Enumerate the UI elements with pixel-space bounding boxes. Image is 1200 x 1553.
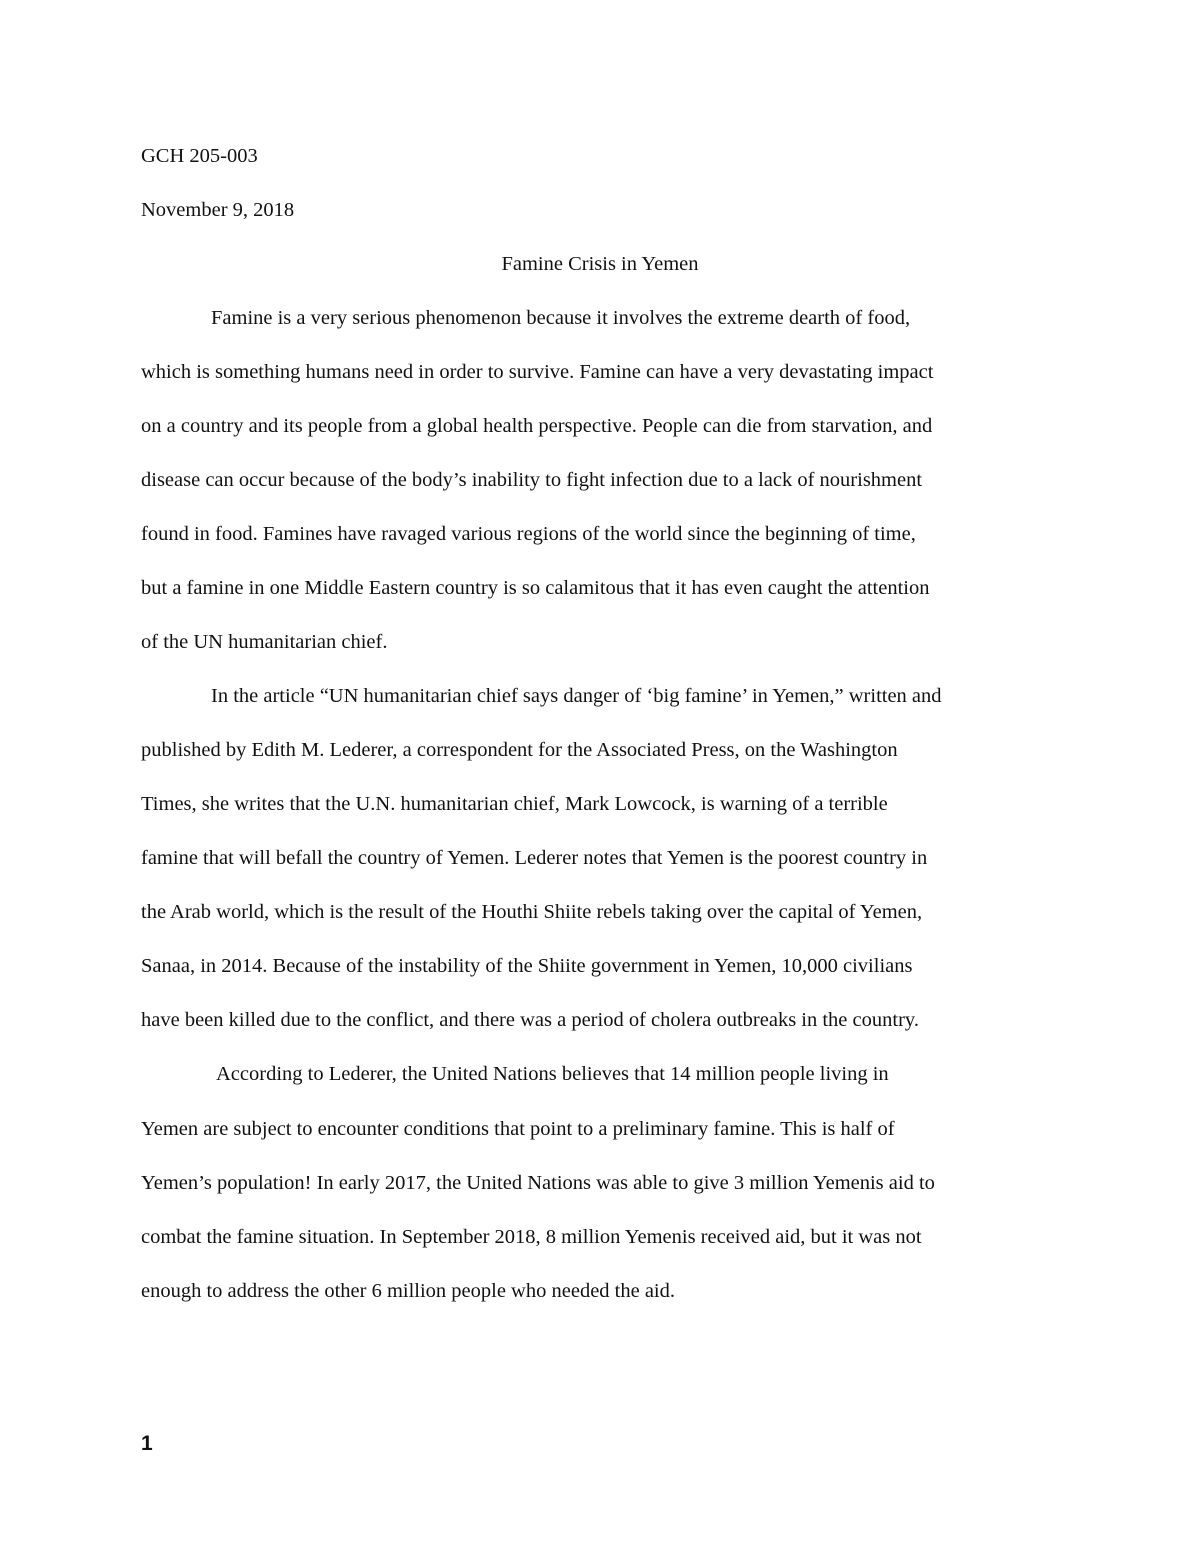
paragraph-2-line-7: have been killed due to the conflict, and there was a period of cholera outbreaks in the country. <box>141 1009 919 1031</box>
paragraph-1-line-7: of the UN humanitarian chief. <box>141 631 388 653</box>
paragraph-3-line-1: According to Lederer, the United Nations believes that 14 million people living in <box>216 1063 889 1085</box>
paragraph-1-line-5: found in food. Famines have ravaged various regions of the world since the beginning of time, <box>141 523 916 545</box>
paragraph-1-line-1: Famine is a very serious phenomenon because it involves the extreme dearth of food, <box>211 307 911 329</box>
paragraph-3-line-4: combat the famine situation. In September 2018, 8 million Yemenis received aid, but it was not <box>141 1226 922 1248</box>
page-number: 1 <box>141 1432 153 1455</box>
paragraph-1-line-3: on a country and its people from a global health perspective. People can die from starvation, and <box>141 415 933 437</box>
paragraph-1-line-2: which is something humans need in order to survive. Famine can have a very devastating impact <box>141 361 934 383</box>
paragraph-2-line-5: the Arab world, which is the result of the Houthi Shiite rebels taking over the capital of Yemen, <box>141 901 923 923</box>
course-code: GCH 205-003 <box>141 145 258 167</box>
paragraph-3-line-3: Yemen’s population! In early 2017, the United Nations was able to give 3 million Yemenis aid to <box>141 1172 935 1194</box>
document-date: November 9, 2018 <box>141 199 295 221</box>
paragraph-2-line-4: famine that will befall the country of Yemen. Lederer notes that Yemen is the poorest country in <box>141 847 928 869</box>
paragraph-3-line-2: Yemen are subject to encounter conditions that point to a preliminary famine. This is half of <box>141 1118 895 1140</box>
paragraph-1-line-4: disease can occur because of the body’s inability to fight infection due to a lack of nourishment <box>141 469 923 491</box>
paragraph-1-line-6: but a famine in one Middle Eastern country is so calamitous that it has even caught the attention <box>141 577 930 599</box>
document-title: Famine Crisis in Yemen <box>501 253 699 275</box>
paragraph-2-line-1: In the article “UN humanitarian chief says danger of ‘big famine’ in Yemen,” written and <box>211 685 942 707</box>
paragraph-2-line-2: published by Edith M. Lederer, a correspondent for the Associated Press, on the Washington <box>141 739 898 761</box>
paragraph-3-line-5: enough to address the other 6 million people who needed the aid. <box>141 1280 676 1302</box>
paragraph-2-line-6: Sanaa, in 2014. Because of the instability of the Shiite government in Yemen, 10,000 civilians <box>141 955 913 977</box>
paragraph-2-line-3: Times, she writes that the U.N. humanitarian chief, Mark Lowcock, is warning of a terrible <box>141 793 888 815</box>
